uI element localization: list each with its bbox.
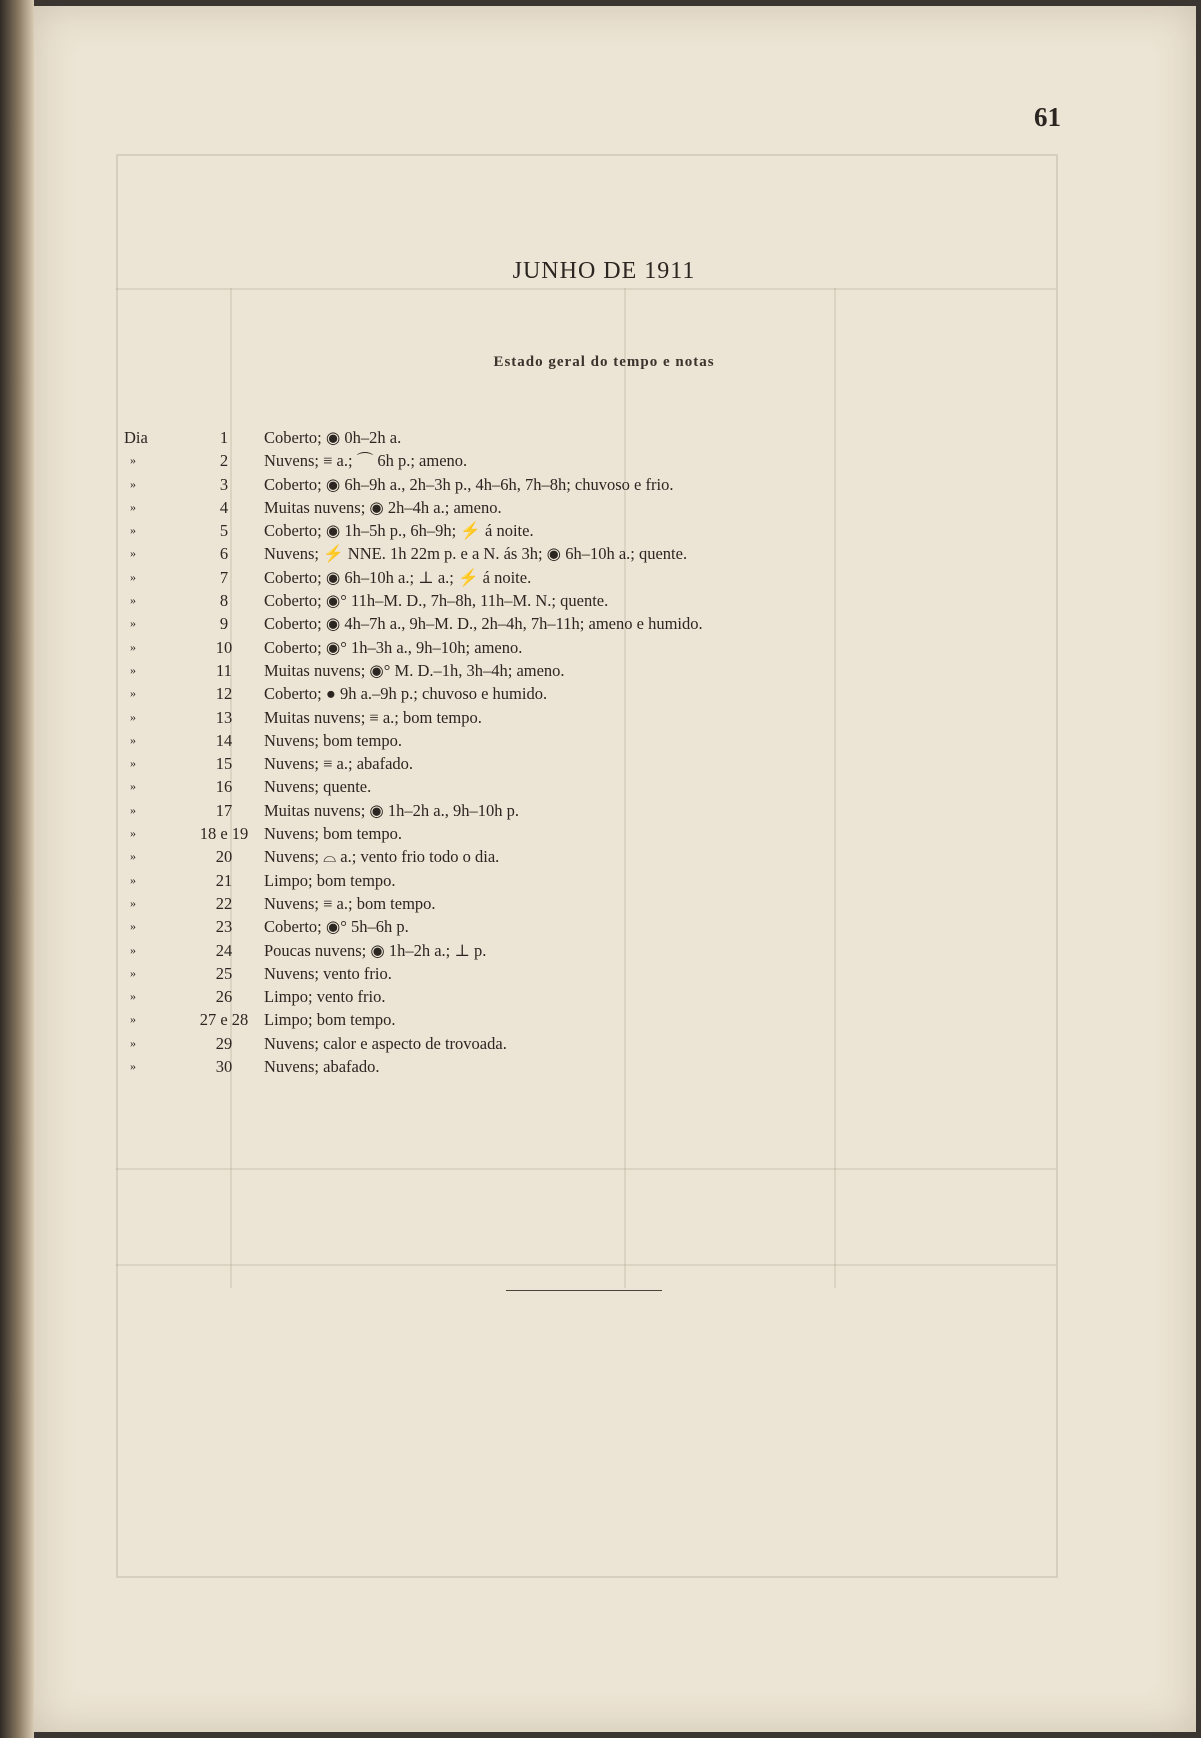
ditto-mark: » bbox=[130, 662, 136, 677]
ditto-mark: » bbox=[130, 1012, 136, 1027]
list-item bbox=[124, 496, 1024, 519]
ditto-mark: » bbox=[130, 616, 136, 631]
ditto-mark: » bbox=[130, 709, 136, 724]
day-number: 8 bbox=[219, 591, 229, 611]
day-number: 6 bbox=[219, 544, 229, 564]
weather-note: Nuvens; ≡ a.; ⌒ 6h p.; ameno. bbox=[264, 451, 468, 471]
day-column-label: Dia bbox=[124, 428, 148, 447]
day-number: 2 bbox=[219, 451, 229, 471]
ditto-mark: » bbox=[130, 546, 136, 561]
list-item bbox=[124, 799, 1024, 822]
day-number: 5 bbox=[219, 521, 229, 541]
ditto-mark: » bbox=[130, 756, 136, 771]
list-item bbox=[124, 1008, 1024, 1031]
ditto-mark: » bbox=[130, 919, 136, 934]
weather-note: Coberto; ◉° 5h–6h p. bbox=[264, 917, 409, 937]
page-number: 61 bbox=[1034, 102, 1061, 132]
ditto-mark: » bbox=[130, 872, 136, 887]
list-item bbox=[124, 939, 1024, 962]
weather-note: Nuvens; bom tempo. bbox=[264, 824, 402, 844]
list-item bbox=[124, 752, 1024, 775]
day-number: 10 bbox=[215, 637, 233, 657]
daily-notes-list bbox=[124, 426, 1024, 1078]
ditto-mark: » bbox=[130, 569, 136, 584]
weather-note: Nuvens; quente. bbox=[264, 777, 372, 797]
list-item bbox=[124, 659, 1024, 682]
weather-note: Coberto; ● 9h a.–9h p.; chuvoso e humido. bbox=[264, 684, 548, 704]
day-number: 20 bbox=[215, 847, 233, 867]
show-through-line bbox=[116, 1264, 1056, 1266]
day-number: 25 bbox=[215, 963, 233, 983]
list-item bbox=[124, 589, 1024, 612]
weather-note: Nuvens; abafado. bbox=[264, 1057, 380, 1077]
weather-note: Limpo; vento frio. bbox=[264, 987, 386, 1007]
weather-note: Nuvens; ⌓ a.; vento frio todo o dia. bbox=[264, 847, 500, 867]
list-item bbox=[124, 892, 1024, 915]
list-item bbox=[124, 636, 1024, 659]
day-number: 9 bbox=[219, 614, 229, 634]
day-number: 17 bbox=[215, 800, 233, 820]
day-number: 13 bbox=[215, 707, 233, 727]
day-number: 29 bbox=[215, 1033, 233, 1053]
show-through-line bbox=[116, 288, 1056, 290]
day-number: 16 bbox=[215, 777, 233, 797]
ditto-mark: » bbox=[130, 1059, 136, 1074]
ditto-mark: » bbox=[130, 639, 136, 654]
list-item bbox=[124, 426, 1024, 449]
list-item bbox=[124, 706, 1024, 729]
ditto-mark: » bbox=[130, 849, 136, 864]
weather-note: Nuvens; vento frio. bbox=[264, 963, 392, 983]
list-item bbox=[124, 845, 1024, 868]
ditto-mark: » bbox=[130, 802, 136, 817]
ditto-mark: » bbox=[130, 499, 136, 514]
weather-note: Poucas nuvens; ◉ 1h–2h a.; ⊥ p. bbox=[264, 940, 487, 960]
weather-note: Nuvens; ⚡ NNE. 1h 22m p. e a N. ás 3h; ◉ 6h–10h a.; quente. bbox=[264, 544, 688, 564]
weather-note: Muitas nuvens; ◉ 2h–4h a.; ameno. bbox=[264, 497, 502, 517]
show-through-line bbox=[116, 1168, 1056, 1170]
ditto-mark: » bbox=[130, 895, 136, 910]
list-item bbox=[124, 612, 1024, 635]
section-subtitle: Estado geral do tempo e notas bbox=[493, 354, 715, 370]
day-number: 11 bbox=[216, 660, 232, 680]
ditto-mark: » bbox=[130, 593, 136, 608]
ditto-mark: » bbox=[130, 732, 136, 747]
ditto-mark: » bbox=[130, 453, 136, 468]
day-number: 3 bbox=[219, 474, 229, 494]
ditto-mark: » bbox=[130, 826, 136, 841]
day-number: 21 bbox=[215, 870, 233, 890]
day-number: 22 bbox=[215, 893, 233, 913]
weather-note: Coberto; ◉° 1h–3h a., 9h–10h; ameno. bbox=[264, 637, 523, 657]
weather-note: Limpo; bom tempo. bbox=[264, 1010, 396, 1030]
list-item bbox=[124, 1032, 1024, 1055]
closing-rule bbox=[506, 1290, 662, 1291]
list-item bbox=[124, 519, 1024, 542]
list-item bbox=[124, 682, 1024, 705]
ditto-mark: » bbox=[130, 476, 136, 491]
ditto-mark: » bbox=[130, 965, 136, 980]
weather-note: Limpo; bom tempo. bbox=[264, 870, 396, 890]
page-title: JUNHO DE 1911 bbox=[512, 258, 696, 284]
weather-note: Muitas nuvens; ◉ 1h–2h a., 9h–10h p. bbox=[264, 800, 520, 820]
weather-note: Muitas nuvens; ≡ a.; bom tempo. bbox=[264, 707, 482, 727]
list-item bbox=[124, 566, 1024, 589]
day-number: 27 e 28 bbox=[199, 1010, 249, 1030]
day-number: 1 bbox=[219, 428, 229, 447]
weather-note: Coberto; ◉° 11h–M. D., 7h–8h, 11h–M. N.; quente. bbox=[264, 591, 609, 611]
day-number: 7 bbox=[219, 567, 229, 587]
list-item bbox=[124, 1055, 1024, 1078]
list-item bbox=[124, 473, 1024, 496]
day-number: 12 bbox=[215, 684, 233, 704]
weather-note: Nuvens; ≡ a.; bom tempo. bbox=[264, 893, 436, 913]
day-number: 15 bbox=[215, 754, 233, 774]
weather-note: Coberto; ◉ 0h–2h a. bbox=[264, 428, 402, 447]
day-number: 23 bbox=[215, 917, 233, 937]
day-number: 14 bbox=[215, 730, 233, 750]
list-item bbox=[124, 869, 1024, 892]
list-item bbox=[124, 729, 1024, 752]
ditto-mark: » bbox=[130, 686, 136, 701]
list-item bbox=[124, 542, 1024, 565]
weather-note: Coberto; ◉ 6h–9h a., 2h–3h p., 4h–6h, 7h–8h; chuvoso e frio. bbox=[264, 474, 674, 494]
list-item bbox=[124, 775, 1024, 798]
ditto-mark: » bbox=[130, 989, 136, 1004]
weather-note: Nuvens; calor e aspecto de trovoada. bbox=[264, 1033, 507, 1053]
document-page bbox=[34, 6, 1196, 1732]
list-item bbox=[124, 962, 1024, 985]
weather-note: Muitas nuvens; ◉° M. D.–1h, 3h–4h; ameno. bbox=[264, 660, 565, 680]
day-number: 18 e 19 bbox=[199, 824, 249, 844]
weather-note: Nuvens; ≡ a.; abafado. bbox=[264, 754, 414, 774]
day-number: 4 bbox=[219, 497, 229, 517]
day-number: 24 bbox=[215, 940, 233, 960]
weather-note: Coberto; ◉ 6h–10h a.; ⊥ a.; ⚡ á noite. bbox=[264, 567, 532, 587]
weather-note: Coberto; ◉ 1h–5h p., 6h–9h; ⚡ á noite. bbox=[264, 521, 534, 541]
weather-note: Coberto; ◉ 4h–7h a., 9h–M. D., 2h–4h, 7h–11h; ameno e humido. bbox=[264, 614, 703, 634]
day-number: 26 bbox=[215, 987, 233, 1007]
list-item bbox=[124, 822, 1024, 845]
ditto-mark: » bbox=[130, 942, 136, 957]
ditto-mark: » bbox=[130, 523, 136, 538]
book-spine bbox=[0, 0, 34, 1738]
ditto-mark: » bbox=[130, 1035, 136, 1050]
list-item bbox=[124, 985, 1024, 1008]
list-item bbox=[124, 915, 1024, 938]
day-number: 30 bbox=[215, 1057, 233, 1077]
ditto-mark: » bbox=[130, 779, 136, 794]
weather-note: Nuvens; bom tempo. bbox=[264, 730, 402, 750]
list-item bbox=[124, 449, 1024, 472]
